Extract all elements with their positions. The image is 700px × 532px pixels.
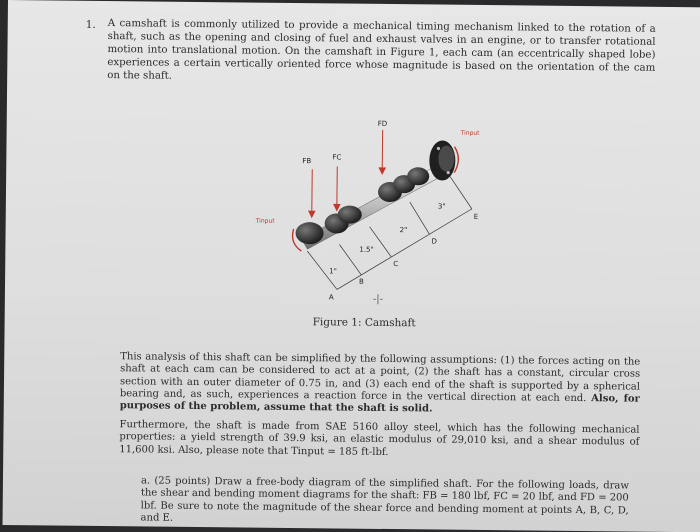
torque-label-right: Tinput	[460, 130, 481, 137]
point-label-b: B	[359, 278, 364, 286]
force-label-fd: FD	[378, 120, 388, 128]
camshaft-figure	[241, 110, 513, 313]
force-label-fb: FB	[302, 157, 311, 165]
torque-label-left: Tinput	[255, 218, 276, 225]
dimension-label-3: 3"	[438, 203, 446, 211]
point-label-a: A	[329, 293, 334, 301]
point-label-d: D	[431, 237, 436, 245]
figure-caption: Figure 1: Camshaft	[313, 316, 416, 329]
force-label-fc: FC	[332, 153, 341, 161]
textbook-page	[3, 0, 700, 532]
point-label-c: C	[393, 260, 398, 268]
dimension-label-2: 2"	[400, 226, 408, 234]
dimension-label-1-5: 1.5"	[359, 246, 373, 254]
figure-mark: -|-	[373, 294, 383, 305]
intro-paragraph: A camshaft is commonly utilized to provide a mechanical timing mechanism linked to the rotation of a shaft, such as the opening and closing of fuel and exhaust valves in an engine, or to transfer rotational motion into translational motion. On the camshaft in Figure 1, each cam (an eccentrically shaped lobe) experiences a certain vertically oriented force whose magnitude is based on the orientation of the cam on the shaft.	[107, 17, 656, 88]
dimension-label-1: 1"	[329, 267, 337, 275]
assumptions-bold-text: Also, for purposes of the problem, assume that the shaft is solid.	[120, 393, 640, 415]
camshaft-illustration	[241, 110, 513, 313]
part-a-paragraph: a. (25 points) Draw a free-body diagram of the simplified shaft. For the following loads, draw the shear and bending moment diagrams for the shaft: FB = 180 lbf, FC = 20 lbf, and FD = 200 lbf. Be sure to note the magnitude of the shear force and bending moment at points A, B, C, D, and E.	[141, 475, 629, 529]
cam-lobes	[295, 139, 455, 246]
assumptions-text: This analysis of this shaft can be simplified by the following assumptions: (1) the forces acting on the shaft at each cam can be considered to act at a point, (2) the shaft has a constant, circular cross section with an outer diameter of 0.75 in, and (3) each end of the shaft is supported by a spherical bearing and, as such, experiences a reaction force in the vertical direction at each end.	[120, 351, 640, 404]
question-number: 1.	[86, 19, 96, 31]
point-label-e: E	[474, 213, 479, 221]
material-paragraph: Furthermore, the shaft is made from SAE 5160 alloy steel, which has the following mechanical properties: a yield strength of 39.9 ksi, an elastic modulus of 29,010 ksi, and a shear modulus of 11,600 ksi. Also, please note that Tinput = 185 ft-lbf.	[119, 419, 639, 461]
assumptions-paragraph	[120, 351, 641, 418]
